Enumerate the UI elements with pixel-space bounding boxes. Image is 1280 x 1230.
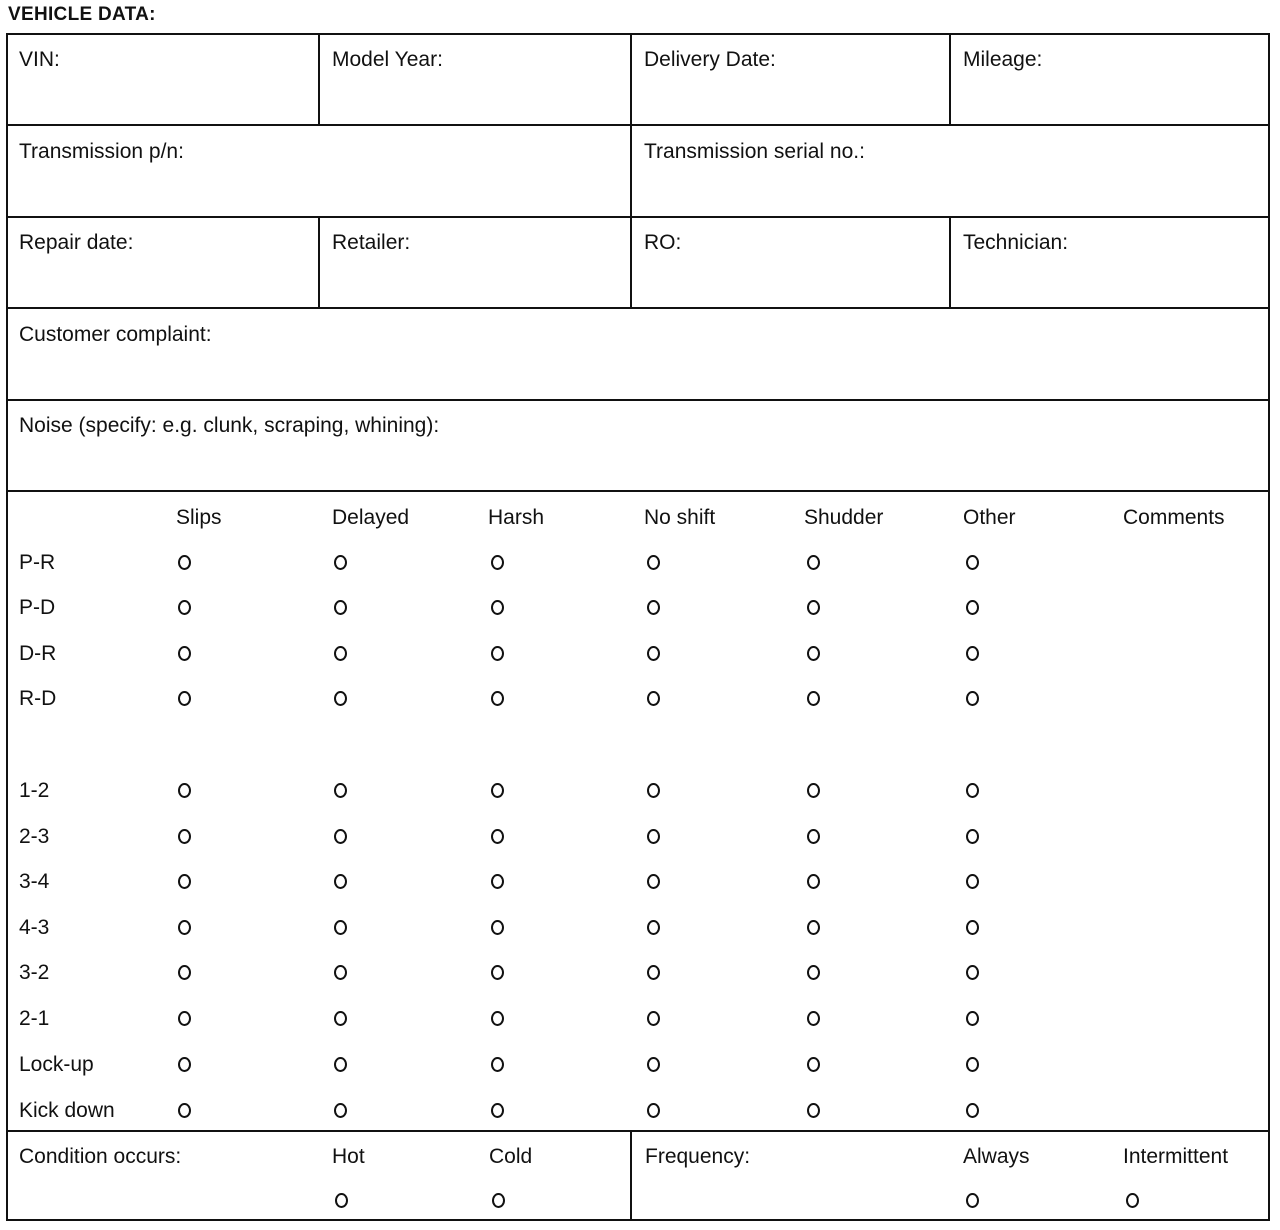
- divider: [6, 1130, 1270, 1132]
- divider: [6, 307, 1270, 309]
- option-lock-up-harsh[interactable]: [491, 1057, 504, 1072]
- model-year-field[interactable]: Model Year:: [332, 48, 443, 71]
- option-3-2-delayed[interactable]: [334, 965, 347, 980]
- column-header: Harsh: [488, 506, 545, 529]
- option-kick-down-shudder[interactable]: [807, 1103, 820, 1118]
- shift-row-label: Lock-up: [19, 1053, 94, 1076]
- option-4-3-harsh[interactable]: [491, 920, 504, 935]
- delivery-date-field[interactable]: Delivery Date:: [644, 48, 776, 71]
- option-2-3-slips[interactable]: [178, 829, 191, 844]
- divider: [6, 216, 1270, 218]
- shift-row-label: 3-4: [19, 870, 50, 893]
- option-d-r-no-shift[interactable]: [647, 646, 660, 661]
- divider: [949, 34, 951, 125]
- shift-row-label: 2-1: [19, 1007, 50, 1030]
- frequency-label: Frequency:: [645, 1145, 751, 1168]
- option-p-r-no-shift[interactable]: [647, 555, 660, 570]
- option-r-d-harsh[interactable]: [491, 691, 504, 706]
- ro-field[interactable]: RO:: [644, 231, 682, 254]
- option-4-3-shudder[interactable]: [807, 920, 820, 935]
- option-2-1-shudder[interactable]: [807, 1011, 820, 1026]
- option-1-2-shudder[interactable]: [807, 783, 820, 798]
- option-p-d-delayed[interactable]: [334, 600, 347, 615]
- option-lock-up-shudder[interactable]: [807, 1057, 820, 1072]
- option-2-1-delayed[interactable]: [334, 1011, 347, 1026]
- option-kick-down-no-shift[interactable]: [647, 1103, 660, 1118]
- option-r-d-slips[interactable]: [178, 691, 191, 706]
- divider: [630, 1131, 632, 1221]
- shift-row-label: 3-2: [19, 961, 50, 984]
- retailer-field[interactable]: Retailer:: [332, 231, 411, 254]
- option-d-r-harsh[interactable]: [491, 646, 504, 661]
- option-3-2-shudder[interactable]: [807, 965, 820, 980]
- option-2-3-delayed[interactable]: [334, 829, 347, 844]
- option-2-3-no-shift[interactable]: [647, 829, 660, 844]
- shift-row-label: P-D: [19, 596, 56, 619]
- shift-row-label: D-R: [19, 642, 57, 665]
- option-3-4-other[interactable]: [966, 874, 979, 889]
- option-3-4-slips[interactable]: [178, 874, 191, 889]
- option-kick-down-other[interactable]: [966, 1103, 979, 1118]
- option-lock-up-delayed[interactable]: [334, 1057, 347, 1072]
- condition-label: Condition occurs:: [19, 1145, 182, 1168]
- frequency-intermittent-radio[interactable]: [1126, 1193, 1139, 1208]
- option-kick-down-delayed[interactable]: [334, 1103, 347, 1118]
- option-d-r-other[interactable]: [966, 646, 979, 661]
- option-p-d-shudder[interactable]: [807, 600, 820, 615]
- option-lock-up-no-shift[interactable]: [647, 1057, 660, 1072]
- option-2-1-other[interactable]: [966, 1011, 979, 1026]
- condition-hot-radio[interactable]: [335, 1193, 348, 1208]
- divider: [6, 490, 1270, 492]
- divider: [6, 399, 1270, 401]
- vin-field[interactable]: VIN:: [19, 48, 60, 71]
- column-header: Delayed: [332, 506, 410, 529]
- customer-complaint-field[interactable]: Customer complaint:: [19, 323, 212, 346]
- option-2-3-other[interactable]: [966, 829, 979, 844]
- option-lock-up-other[interactable]: [966, 1057, 979, 1072]
- repair-date-field[interactable]: Repair date:: [19, 231, 134, 254]
- frequency-intermittent-label: Intermittent: [1123, 1145, 1229, 1168]
- noise-field[interactable]: Noise (specify: e.g. clunk, scraping, whining):: [19, 414, 440, 437]
- option-kick-down-slips[interactable]: [178, 1103, 191, 1118]
- condition-hot-label: Hot: [332, 1145, 365, 1168]
- divider: [630, 34, 632, 125]
- divider: [318, 34, 320, 125]
- option-4-3-delayed[interactable]: [334, 920, 347, 935]
- option-1-2-no-shift[interactable]: [647, 783, 660, 798]
- option-2-3-shudder[interactable]: [807, 829, 820, 844]
- column-header: Comments: [1123, 506, 1225, 529]
- option-p-r-harsh[interactable]: [491, 555, 504, 570]
- option-1-2-delayed[interactable]: [334, 783, 347, 798]
- option-d-r-delayed[interactable]: [334, 646, 347, 661]
- option-4-3-no-shift[interactable]: [647, 920, 660, 935]
- transmission-pn-field[interactable]: Transmission p/n:: [19, 140, 184, 163]
- option-3-2-no-shift[interactable]: [647, 965, 660, 980]
- option-4-3-other[interactable]: [966, 920, 979, 935]
- frequency-always-radio[interactable]: [966, 1193, 979, 1208]
- shift-row-label: 4-3: [19, 916, 50, 939]
- mileage-field[interactable]: Mileage:: [963, 48, 1043, 71]
- option-1-2-slips[interactable]: [178, 783, 191, 798]
- option-3-2-slips[interactable]: [178, 965, 191, 980]
- option-2-1-no-shift[interactable]: [647, 1011, 660, 1026]
- option-d-r-shudder[interactable]: [807, 646, 820, 661]
- option-p-d-slips[interactable]: [178, 600, 191, 615]
- option-p-r-slips[interactable]: [178, 555, 191, 570]
- transmission-serial-field[interactable]: Transmission serial no.:: [644, 140, 865, 163]
- option-1-2-other[interactable]: [966, 783, 979, 798]
- option-p-d-other[interactable]: [966, 600, 979, 615]
- shift-row-label: R-D: [19, 687, 57, 710]
- shift-row-label: 2-3: [19, 825, 50, 848]
- option-p-r-delayed[interactable]: [334, 555, 347, 570]
- condition-cold-label: Cold: [489, 1145, 533, 1168]
- option-2-1-slips[interactable]: [178, 1011, 191, 1026]
- option-kick-down-harsh[interactable]: [491, 1103, 504, 1118]
- condition-cold-radio[interactable]: [492, 1193, 505, 1208]
- divider: [630, 217, 632, 308]
- option-1-2-harsh[interactable]: [491, 783, 504, 798]
- option-r-d-other[interactable]: [966, 691, 979, 706]
- option-r-d-shudder[interactable]: [807, 691, 820, 706]
- column-header: Shudder: [804, 506, 884, 529]
- vehicle-data-form: [6, 33, 1270, 1221]
- frequency-always-label: Always: [963, 1145, 1030, 1168]
- technician-field[interactable]: Technician:: [963, 231, 1069, 254]
- column-header: No shift: [644, 506, 716, 529]
- option-lock-up-slips[interactable]: [178, 1057, 191, 1072]
- option-2-3-harsh[interactable]: [491, 829, 504, 844]
- option-p-r-shudder[interactable]: [807, 555, 820, 570]
- column-header: Slips: [176, 506, 222, 529]
- column-header: Other: [963, 506, 1016, 529]
- option-p-d-harsh[interactable]: [491, 600, 504, 615]
- divider: [949, 217, 951, 308]
- shift-row-label: Kick down: [19, 1099, 115, 1122]
- shift-row-label: P-R: [19, 551, 56, 574]
- shift-row-label: 1-2: [19, 779, 50, 802]
- option-2-1-harsh[interactable]: [491, 1011, 504, 1026]
- divider: [318, 217, 320, 308]
- divider: [6, 124, 1270, 126]
- option-3-2-other[interactable]: [966, 965, 979, 980]
- option-4-3-slips[interactable]: [178, 920, 191, 935]
- option-r-d-delayed[interactable]: [334, 691, 347, 706]
- option-3-4-shudder[interactable]: [807, 874, 820, 889]
- divider: [630, 125, 632, 217]
- option-d-r-slips[interactable]: [178, 646, 191, 661]
- form-title: VEHICLE DATA:: [8, 4, 156, 25]
- option-3-4-harsh[interactable]: [491, 874, 504, 889]
- option-r-d-no-shift[interactable]: [647, 691, 660, 706]
- option-p-d-no-shift[interactable]: [647, 600, 660, 615]
- option-3-4-no-shift[interactable]: [647, 874, 660, 889]
- option-p-r-other[interactable]: [966, 555, 979, 570]
- option-3-4-delayed[interactable]: [334, 874, 347, 889]
- option-3-2-harsh[interactable]: [491, 965, 504, 980]
